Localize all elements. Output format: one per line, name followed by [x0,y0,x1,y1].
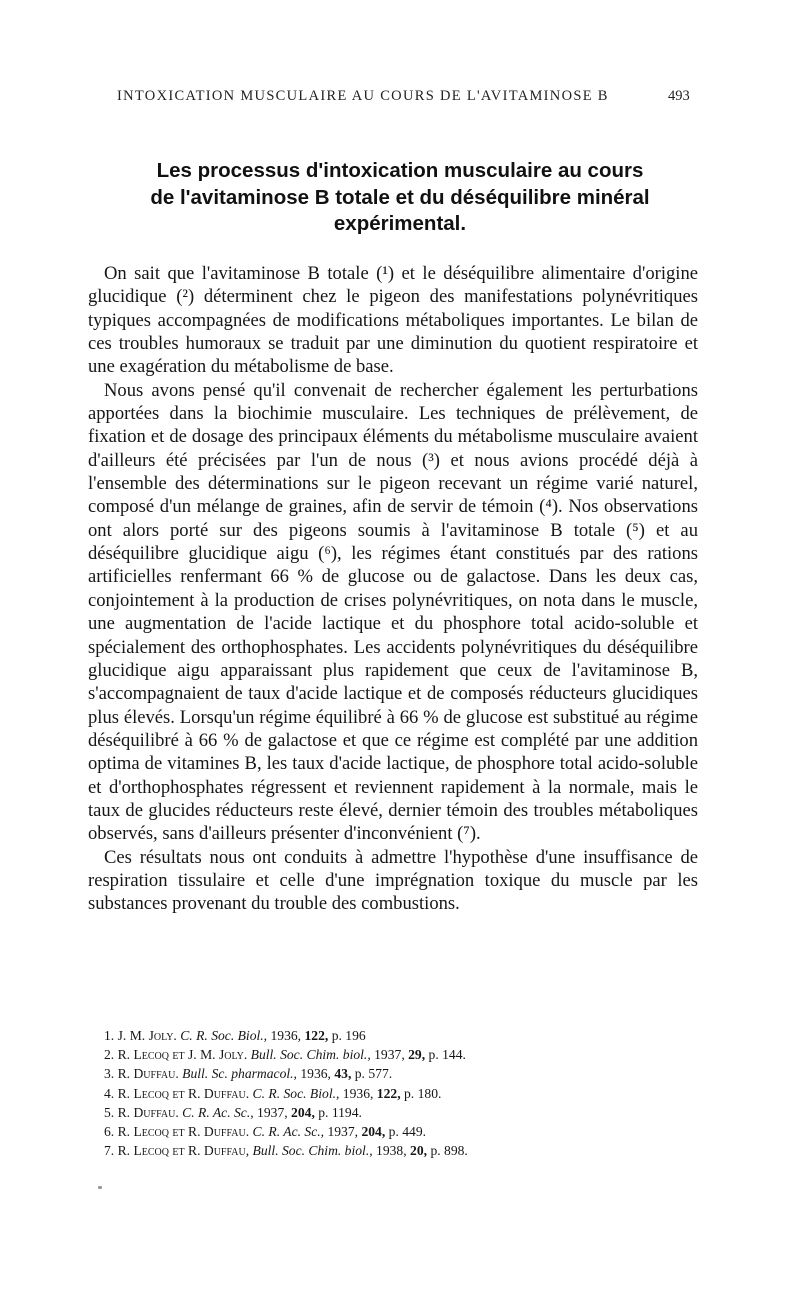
footnote-journal: Bull. Sc. pharmacol., [182,1066,297,1082]
footnote-volume: 29, [408,1047,426,1063]
footnote [104,1103,664,1122]
footnote-volume: 122, [376,1085,401,1101]
footnote-year: 1936, [300,1066,331,1082]
footnote-journal: C. R. Ac. Sc., [252,1124,325,1140]
footnote-number: 3. [104,1066,115,1082]
body-paragraph: On sait que l'avitaminose B totale (¹) et le déséquilibre alimentaire d'origine glucidique (²) déterminent chez le pigeon des manifestations polynévritiques typiques accompagnées de modifications métaboliques importantes. Le bilan de ces troubles humoraux se traduit par une diminution du quotient respiratoire et une exagération du métabolisme de base. [88,263,698,378]
footnote-year: 1936, [342,1085,374,1101]
running-head: INTOXICATION MUSCULAIRE AU COURS DE L'AVITAMINOSE B [117,88,609,104]
footnote-journal: Bull. Soc. Chim. biol., [252,1143,373,1159]
footnote-year: 1937, [257,1104,288,1120]
title-line: de l'avitaminose B totale et du déséquilibre minéral [150,185,650,209]
footnote-volume: 204, [361,1124,386,1140]
footnote-authors: R. Duffau. [117,1066,179,1082]
title-line: Les processus d'intoxication musculaire au cours [156,159,644,182]
footnote-number: 6. [104,1124,115,1140]
footnote-authors: R. Duffau. [117,1104,179,1120]
footnote-authors: R. Lecoq et R. Duffau. [117,1124,250,1140]
footnote-authors: R. Lecoq et J. M. Joly. [117,1047,248,1063]
print-speck [98,1186,102,1189]
footnote-pages: p. 196 [331,1028,366,1043]
footnote-journal: C. R. Soc. Biol., [180,1028,268,1043]
footnote [104,1122,664,1141]
footnote-pages: p. 1194. [318,1104,362,1120]
footnote-volume: 20, [410,1143,428,1159]
footnote [104,1064,664,1083]
footnote-pages: p. 449. [388,1124,427,1140]
footnote-authors: R. Lecoq et R. Duffau, [117,1143,250,1159]
footnote-journal: Bull. Soc. Chim. biol., [250,1047,371,1063]
footnote-pages: p. 180. [404,1085,442,1101]
article-body [88,262,698,916]
footnote-number: 4. [104,1085,115,1101]
body-paragraph: Nous avons pensé qu'il convenait de rechercher également les perturbations apportées dans la biochimie musculaire. Les techniques de prélèvement, de fixation et de dosage des principaux éléments du métabolisme musculaire avaient d'ailleurs été précisées par l'un de nous (³) et nous avions procédé déjà à l'ensemble des déterminations sur le pigeon recevant un régime varié naturel, composé d'un mélange de graines, afin de servir de témoin (⁴). Nos observations ont alors porté sur des pigeons soumis à l'avitaminose B totale (⁵) et au déséquilibre glucidique aigu (⁶), les régimes étant constitués par des rations artificielles renfermant 66 % de glucose ou de galactose. Dans les deux cas, conjointement à la production de crises polynévritiques, on nota dans le muscle, une augmentation de l'acide lactique et du phosphore total acido-soluble et spécialement des orthophosphates. Les accidents polynévritiques du déséquilibre glucidique aigu apparaissant plus rapidement que ceux de l'avitaminose B, s'accompagnaient de taux d'acide lactique et de composés réducteurs glucidiques plus élevés. Lorsqu'un régime équilibré à 66 % de glucose est substitué au régime déséquilibré à 66 % de galactose et que ce régime est complété par une addition optima de vitamines B, les taux d'acide lactique, de phosphore total acido-soluble et d'orthophosphates régressent et reviennent rapidement à la normale, mais le taux de glucides réducteurs reste élevé, dernier témoin des troubles métaboliques observés, sans d'ailleurs présenter d'inconvénient (⁷). [88,379,698,845]
footnote [104,1045,664,1064]
footnote-journal: C. R. Ac. Sc., [182,1104,254,1120]
article-title [100,158,700,238]
footnote-number: 2. [104,1047,115,1063]
title-line: expérimental. [333,212,467,235]
footnote-list [104,1026,664,1160]
footnote-pages: p. 144. [428,1047,466,1063]
footnote [104,1084,664,1103]
footnote-volume: 122, [304,1028,329,1043]
footnote [104,1026,664,1045]
footnote-number: 1. [104,1028,115,1043]
footnote-volume: 43, [334,1066,352,1082]
footnote-pages: p. 898. [430,1143,468,1159]
footnote-journal: C. R. Soc. Biol., [252,1085,340,1101]
footnote-number: 5. [104,1104,115,1120]
footnote-year: 1938, [376,1143,407,1159]
footnote-authors: J. M. Joly. [117,1028,177,1043]
footnote-number: 7. [104,1143,115,1159]
footnote-volume: 204, [291,1104,315,1120]
footnote-year: 1937, [374,1047,405,1063]
footnote-pages: p. 577. [354,1066,393,1082]
footnote-authors: R. Lecoq et R. Duffau. [117,1085,250,1101]
footnote-year: 1936, [270,1028,302,1043]
body-paragraph: Ces résultats nous ont conduits à admettre l'hypothèse d'une insuffisance de respiration tissulaire et celle d'une imprégnation toxique du muscle par les substances provenant du trouble des combustions. [88,846,698,915]
footnote-year: 1937, [327,1124,359,1140]
page-number: 493 [668,88,690,104]
footnote [104,1141,664,1160]
